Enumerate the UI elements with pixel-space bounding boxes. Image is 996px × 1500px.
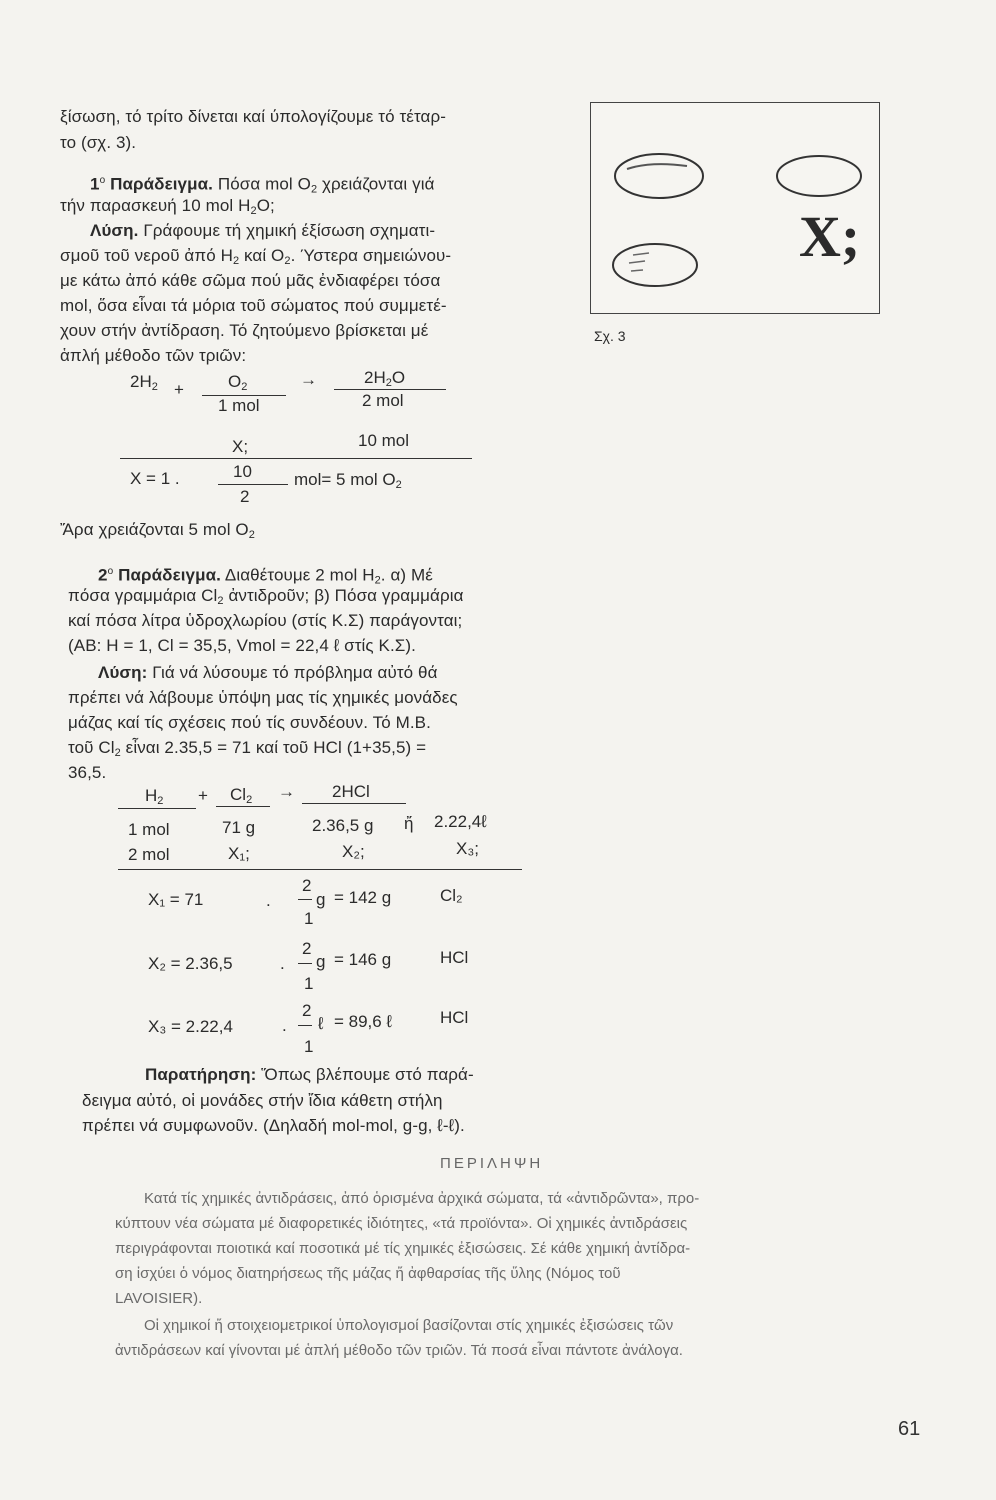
calc-x2-dot: .: [280, 954, 285, 973]
solution-text: Γράφουμε τή χημική έξίσωση σχηματι-: [143, 221, 436, 240]
unknown-symbol: X;: [799, 204, 861, 269]
example-2-solution-line-3: μάζας καί τίς σχέσεις πού τίς συνδέουν. Τό Μ.Β.: [68, 713, 431, 732]
eq2-r2-x2: X₂;: [342, 842, 365, 861]
example-1-solution-line-2: [60, 243, 451, 268]
t: τοῦ Cl: [68, 738, 115, 757]
calc-x1-dot: .: [266, 891, 271, 910]
summary-line-1: Κατά τίς χημικές ἀντιδράσεις, ἀπό ὁρισμένα ἀρχικά σώματα, τά «ἀντιδρῶντα», προ-: [144, 1190, 700, 1207]
example-1-q2: τήν παρασκευή 10 mol H: [60, 196, 251, 215]
sub: 2: [232, 255, 240, 267]
sub: 2: [374, 574, 381, 587]
sub: 2: [385, 377, 392, 389]
example-2-solution-line-1: [98, 660, 438, 685]
example-1-ordinal: ο: [99, 175, 106, 186]
calc-x2-subst: HCl: [440, 948, 469, 967]
sub: 2: [241, 381, 248, 393]
text: καί O: [239, 246, 285, 265]
page-number: 61: [898, 1418, 921, 1440]
solution-label: Λύση.: [90, 221, 139, 240]
molecule-ellipse-3: [777, 156, 861, 196]
example-1-solution-line-3: με κάτω ἀπό κάθε σῶμα πού μᾶς ἐνδιαφέρει τόσα: [60, 271, 441, 290]
sub: 2: [217, 595, 224, 607]
eq2-r2-x3: X₃;: [456, 839, 479, 858]
calc-x2-den: 1: [304, 974, 314, 993]
t: 2H: [364, 368, 386, 387]
sub: 2: [395, 479, 402, 491]
eq1-arrow: →: [300, 370, 317, 389]
text: . Ύστερα σημειώνου-: [290, 246, 452, 265]
eq2-hcl: 2HCl: [332, 782, 370, 801]
t: . α) Μέ: [380, 565, 433, 585]
note-line-1: [145, 1062, 474, 1087]
calc-x1-result: = 142 g: [334, 888, 392, 907]
calc-x3-num: 2: [302, 1001, 312, 1020]
summary-line-5: LAVOISIER).: [115, 1290, 203, 1307]
t: Διαθέτουμε 2 mol H: [224, 565, 375, 585]
example-2-solution-line-4: [68, 735, 426, 760]
summary-line-2: κύπτουν νέα σώματα μέ διαφορετικές ἰδιότητες, «τά προϊόντα». Οἱ χημικές ἀντιδράσεις: [115, 1215, 688, 1232]
example-1-q1: Πόσα mol O: [217, 174, 311, 194]
eq2-r1-l: 2.22,4ℓ: [434, 812, 487, 831]
eq1-mol-2: 2 mol: [362, 391, 404, 410]
sub: 2: [284, 255, 291, 267]
calc-x1-lhs: X₁ = 71: [148, 890, 204, 909]
example-1-title: Παράδειγμα.: [110, 174, 213, 194]
sub: 2: [151, 381, 158, 393]
calc-x1-num: 2: [302, 876, 312, 895]
calc-x3-dot: .: [282, 1016, 287, 1035]
summary-line-3: περιγράφονται ποιοτικά καί ποσοτικά μέ τίς χημικές ἐξισώσεις. Σέ κάθε χημική ἀντίδρα-: [115, 1240, 691, 1257]
eq2-r1-hcl-g: 2.36,5 g: [312, 816, 374, 835]
molecule-mark-1: [627, 164, 687, 169]
eq1-rule-h2o: [334, 389, 446, 390]
example-1-q2b: O;: [256, 196, 275, 215]
eq1-10mol: 10 mol: [358, 431, 410, 450]
eq1-frac-den: 2: [240, 487, 250, 506]
eq2-h2: [145, 786, 163, 806]
eq1-long-rule: [120, 458, 472, 459]
t: εἶναι 2.35,5 = 71 καί τοῦ HCl (1+35,5) =: [120, 738, 427, 757]
eq2-r1-or: ἤ: [404, 814, 414, 833]
t: 2H: [130, 372, 152, 391]
molecule-ellipse-2: [613, 244, 697, 286]
calc-x3-unit: ℓ: [318, 1014, 324, 1033]
intro-line-2: το (σχ. 3).: [60, 133, 137, 152]
summary-line-4: ση ἰσχύει ὁ νόμος διατηρήσεως τῆς μάζας ἤ ἀφθαρσίας τῆς ὕλης (Νόμος τοῦ: [115, 1265, 621, 1282]
sub: 2: [248, 529, 255, 541]
example-1-solution-line-6: ἁπλή μέθοδο τῶν τριῶν:: [60, 346, 247, 365]
figure-caption: Σχ. 3: [594, 328, 626, 344]
calc-x3-subst: HCl: [440, 1008, 469, 1027]
sub: 2: [157, 795, 164, 807]
example-1-solution-line-4: mol, ὅσα εἶναι τά μόρια τοῦ σώματος πού συμμετέ-: [60, 296, 447, 315]
text: σμοῦ τοῦ νεροῦ ἀπό H: [60, 246, 233, 265]
example-2-solution-line-5: 36,5.: [68, 763, 107, 782]
eq2-plus: +: [198, 786, 208, 805]
eq1-frac-rule: [218, 484, 288, 485]
t: Cl: [230, 785, 247, 804]
molecule-mark-2: [629, 253, 649, 271]
calc-x3-result: = 89,6 ℓ: [334, 1012, 392, 1031]
t: O: [228, 372, 242, 391]
eq2-long-rule: [118, 869, 522, 870]
example-1-solution-line-1: [90, 218, 435, 243]
eq2-cl2: [230, 785, 252, 805]
example-2-solution-line-2: πρέπει νά λάβουμε ὑπόψη μας τίς χημικές μονάδες: [68, 688, 458, 707]
t: Ὅπως βλέπουμε στό παρά-: [261, 1065, 474, 1084]
eq1-plus: +: [174, 380, 184, 399]
eq1-o2: [228, 372, 247, 392]
calc-x1-frac-rule: [298, 899, 312, 900]
calc-x2-num: 2: [302, 939, 312, 958]
calc-x3-frac-rule: [298, 1025, 312, 1026]
eq1-frac-num: 10: [233, 462, 252, 481]
sub: 2: [114, 747, 121, 759]
note-line-3: πρέπει νά συμφωνοῦν. (Δηλαδή mol-mol, g-g, ℓ-ℓ).: [82, 1116, 465, 1135]
calc-x2-unit: g: [316, 952, 326, 971]
figure-3: [590, 102, 880, 314]
t: ἀντιδροῦν; β) Πόσα γραμμάρια: [223, 586, 464, 605]
calc-x2-frac-rule: [298, 963, 312, 964]
eq1-mol-1: 1 mol: [218, 396, 260, 415]
calc-x2-lhs: X₂ = 2.36,5: [148, 954, 233, 973]
example-2-question-line-4: (ΑΒ: Η = 1, Cl = 35,5, Vmol = 22,4 ℓ στίς Κ.Σ).: [68, 636, 416, 655]
sub: 2: [250, 205, 257, 217]
calc-x1-subst: Cl₂: [440, 886, 463, 905]
t: Γιά νά λύσουμε τό πρόβλημα αὐτό θά: [152, 663, 438, 682]
t: πόσα γραμμάρια Cl: [68, 586, 218, 605]
eq2-rule-cl2: [216, 806, 270, 807]
calc-x2-result: = 146 g: [334, 950, 392, 969]
eq2-arrow: →: [278, 782, 295, 801]
t: Ἄρα χρειάζονται 5 mol O: [60, 520, 249, 539]
example-2-question-line-3: καί πόσα λίτρα ὑδροχλωρίου (στίς Κ.Σ) παράγονται;: [68, 611, 463, 630]
eq2-r1-g: 71 g: [222, 818, 256, 837]
example-1-question-line-2: [60, 193, 275, 218]
summary-line-6: Οἱ χημικοί ἤ στοιχειομετρικοί ὑπολογισμοί βασίζονται στίς χημικές ἐξισώσεις τῶν: [144, 1317, 674, 1334]
calc-x1-unit: g: [316, 890, 326, 909]
eq2-r2-x1: X₁;: [228, 844, 250, 863]
calc-x1-den: 1: [304, 909, 314, 928]
eq2-rule-hcl: [302, 803, 406, 804]
example-2-number: 2: [98, 565, 108, 585]
eq1-x: X;: [232, 437, 249, 456]
eq2-rule-h2: [118, 808, 196, 809]
intro-line-1: ξίσωση, τό τρίτο δίνεται καί ύπολογίζουμε τό τέταρ-: [60, 107, 447, 126]
eq1-calc-a: X = 1 .: [130, 469, 180, 488]
sub: 2: [246, 794, 253, 806]
example-1-q1b: χρειάζονται γιά: [317, 174, 435, 194]
eq1-h2: [130, 372, 158, 392]
summary-line-7: ἀντιδράσεων καί γίνονται μέ ἁπλή μέθοδο τῶν τριῶν. Τά ποσά εἶναι πάντοτε ἀνάλογα.: [115, 1342, 683, 1359]
t: O: [391, 368, 406, 387]
calc-x3-lhs: X₃ = 2.22,4: [148, 1017, 233, 1036]
ordinal: ο: [107, 566, 114, 577]
molecule-ellipse-1: [615, 154, 703, 198]
example-2-title: Παράδειγμα.: [118, 565, 221, 585]
t: H: [145, 786, 158, 805]
summary-title: ΠΕΡΙΛΗΨΗ: [440, 1155, 544, 1172]
eq2-r1-mol: 1 mol: [128, 820, 170, 839]
solution-label: Λύση:: [98, 663, 148, 682]
t: mol= 5 mol O: [294, 470, 396, 489]
note-line-2: δειγμα αὐτό, οἱ μονάδες στήν ἴδια κάθετη στήλη: [82, 1091, 443, 1110]
eq1-h2o: [364, 368, 405, 388]
example-2-question-line-2: [68, 583, 464, 608]
example-1-solution-line-5: χουν στήν ἀντίδραση. Τό ζητούμενο βρίσκεται μέ: [60, 321, 429, 340]
example-1-number: 1: [90, 174, 100, 194]
calc-x3-den: 1: [304, 1037, 314, 1056]
eq2-r2-mol: 2 mol: [128, 845, 170, 864]
eq1-calc-b: [294, 470, 402, 490]
example-1-answer: [60, 517, 255, 542]
note-label: Παρατήρηση:: [145, 1065, 257, 1084]
sub: 2: [310, 183, 318, 196]
